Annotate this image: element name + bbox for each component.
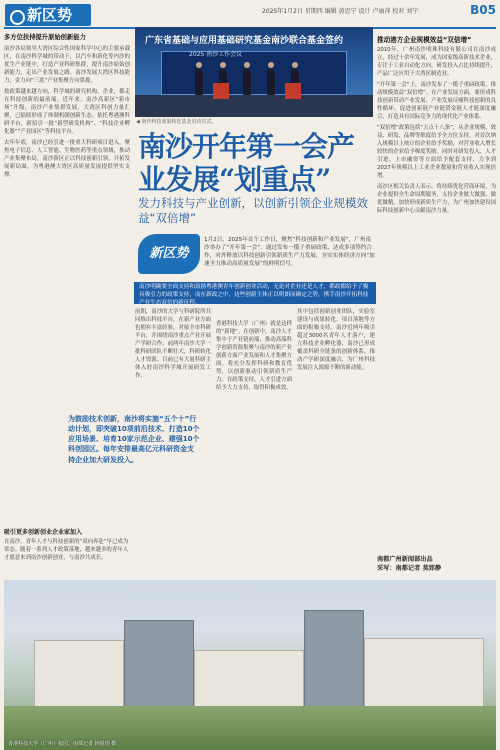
- hero-photo: [135, 27, 373, 117]
- right-paragraph-1: 2010年，广州南沙明珠科技有限公司在南沙成立，经过十余年发展，成为国家级高新技术企业，专注于工业自动化方向，研发投入占比持续提升，产品广泛应用于大湾区制造业。: [377, 47, 496, 77]
- person-figure: [243, 69, 251, 95]
- pull-quote-text: 为鼓励技术创新，南沙将实施“五个十”行动计划，即突破10项前沿技术、打造10个应用场景、培育10家示范企业、建强10个科创园区。每年安排最高亿元科研资金支持企业加大研发投入。: [68, 415, 200, 464]
- middle-column-2: 香港科技大学（广州）就是这样的“新地”。在创新中，南沙人才集中于产业链前端，推动高端科学创新资源集聚与南沙的新产业创新方面产业发展和人才集聚方面，将充分发挥科研和教育优势，以创新驱动引领新质生产力。在政策支持、人才引进方面给予大力支持，取得积极成效。: [216, 321, 292, 391]
- deck: 发力科技与产业创新，以创新引领企业规模效益“双倍增”: [138, 196, 368, 225]
- pull-quote: [60, 400, 202, 524]
- byline: 南都广州新闻部出品 采写：南都记者 莫郅静: [377, 556, 442, 572]
- header-meta: 2025年1月2日 星期四 编辑 黄思宁 设计 卢丽萍 校对 刘宁: [262, 8, 419, 15]
- building-illustration: [304, 610, 364, 710]
- left-paragraph-1: 南沙各局领导大湾区综合性国家科学中心的主要承载区，在南沙科学城的带动下，以汽车和新化等内沙的优生产业链中，打造产业科研集群，提升南沙原始创新能力，走出产业发展之路。南沙发展大湾区科技能力，金力向“三底”产业集聚方向靠拢。: [4, 46, 130, 85]
- summary-banner: 南沙明确要全面支持和鼓励粤港澳青年创新创业活动，无论对企业还是人才，都政都给予了极具吸引力的政策支持，而在新政之中，这些创新主体正以明朗而确定之势，携手南沙开拓科技产业生态双倍的新征程。: [134, 282, 376, 304]
- hero-banner-text: 广东省基础与应用基础研究基金南沙联合基金签约: [145, 36, 344, 46]
- left-column: [4, 34, 130, 182]
- stage-screen-text: 2025 南沙工作会议: [189, 51, 243, 58]
- lectern: [285, 83, 301, 99]
- stage-floor: [135, 95, 373, 117]
- page-header: [0, 0, 500, 28]
- building-illustration: [364, 638, 484, 710]
- building-illustration: [194, 650, 304, 710]
- building-illustration: [124, 620, 194, 710]
- right-paragraph-2: “开年第一会”上，南沙发布了一揽子重磅政策，推动规模效益“双倍增”。在产业发展方面，要形成科技创新带动产业发展、产业发展反哺科技创新的良性循环，促进创新链产业链资金链人才链深度融合，打造具有国际竞争力的现代化产业体系。: [377, 82, 496, 120]
- headline: 南沙开年第一会产业发展“划重点”: [138, 130, 355, 196]
- person-figure: [195, 69, 203, 95]
- left-subhead-1: 多方位扶持提升原始创新能力: [4, 34, 86, 41]
- lead-paragraph: 1月2日，2025年首个工作日，聚焦“科技创新和产业发展”，广州南沙举办了“开年第一会”。通过发布一揽子重磅政策、达成多项签约合作，对外释放以科技创新引领新质生产力发展，夯实实体经济方向“加速全力推动高质量发展”的鲜明信号。: [204, 237, 375, 268]
- middle-column-3: 其中包括创新创业团队，实验室建设与成果转化。项目落地等方面的积极支持。南沙近两年吸引超过3000名青年人才落户，建立科技企业孵化器，南沙已形成覆盖科研全链条的创新体系，推动产学研深度融合，为广州科技发展注入源源不断的新动能。: [297, 309, 375, 371]
- campus-photo: [4, 580, 496, 750]
- page-number: B05: [470, 3, 496, 17]
- lectern: [213, 83, 229, 99]
- hero-caption: ◀ 南沙科技成果转化基金启动仪式。: [136, 119, 217, 125]
- right-subhead-1: 推动港方企业规模效益“双倍增”: [377, 36, 472, 44]
- building-illustration: [34, 640, 124, 710]
- person-figure: [267, 69, 275, 95]
- section-b-heading: 吸引更多创新创业企业家加入: [4, 529, 83, 536]
- right-column: [377, 34, 496, 218]
- lead-badge: 新区势: [138, 234, 200, 274]
- right-paragraph-4: 南沙区相关负责人表示，将持续优化营商环境，为企业提供全生命周期服务，支持企业做大做强、做优做精，加快形成新质生产力，为广州加快建设国际科技创新中心贡献南沙力量。: [377, 184, 496, 214]
- section-b-paragraph: 在南沙，青年人才与科技创新的“双向奔赴”早已成为常态。随着一系列人才政策落地，越来越多的青年人才愿意来到南沙创新创业，与南沙共成长。: [4, 539, 129, 561]
- middle-column-1: 前期，南沙的大学与科研院所共同推出科技平台，在新产业方面也拥有丰富经验，对接全市科研平台，并围绕南沙重点产业开展产学研合作。前两年南沙大学一批科研团队不断壮大，科研转化人才资源。目前已有大量科研主体入驻南沙科学城开展研发工作。: [135, 309, 211, 379]
- right-paragraph-3: “双倍增”政策包括“五点十八条”，从企业规模、效益、研发、品牌等维度给予全方位支持。对首次纳入规模以上统计的企业给予奖励，对营业收入增长较快的企业给予梯度奖励。同时对研发投入、人才引进、上市融资等方面给予配套支持，力争到2027年规模以上工业企业数量和营业收入实现倍增。: [377, 125, 496, 179]
- photo-caption: 香港科技大学（广州）校园。南都记者 钟锐钧 摄: [8, 741, 117, 747]
- section-logo: 新区势: [5, 4, 91, 26]
- left-paragraph-2: 按政策越来越方向，科学城的研究机构、企业，都走在科技创新的最前端。近年来，南沙高新区“新市场”升级，南沙产业集群发展，大湾区科创力量汇聚，已陆续形成了体制机制创新生态。依托粤港澳科研平台，新招引一批“新型研发机构”、“科技企业孵化器”“产业园区”等科技平台。: [4, 89, 130, 136]
- left-paragraph-3: 去年年底，南沙已经引进一批重大科研项目进入，聚焦电子信息、人工智能、生物医药等重点领域，推动产业集聚布局，南沙新区正以科技创新引领，开拓发展新局面，为粤港澳大湾区高质量发展提供坚实支撑。: [4, 140, 130, 179]
